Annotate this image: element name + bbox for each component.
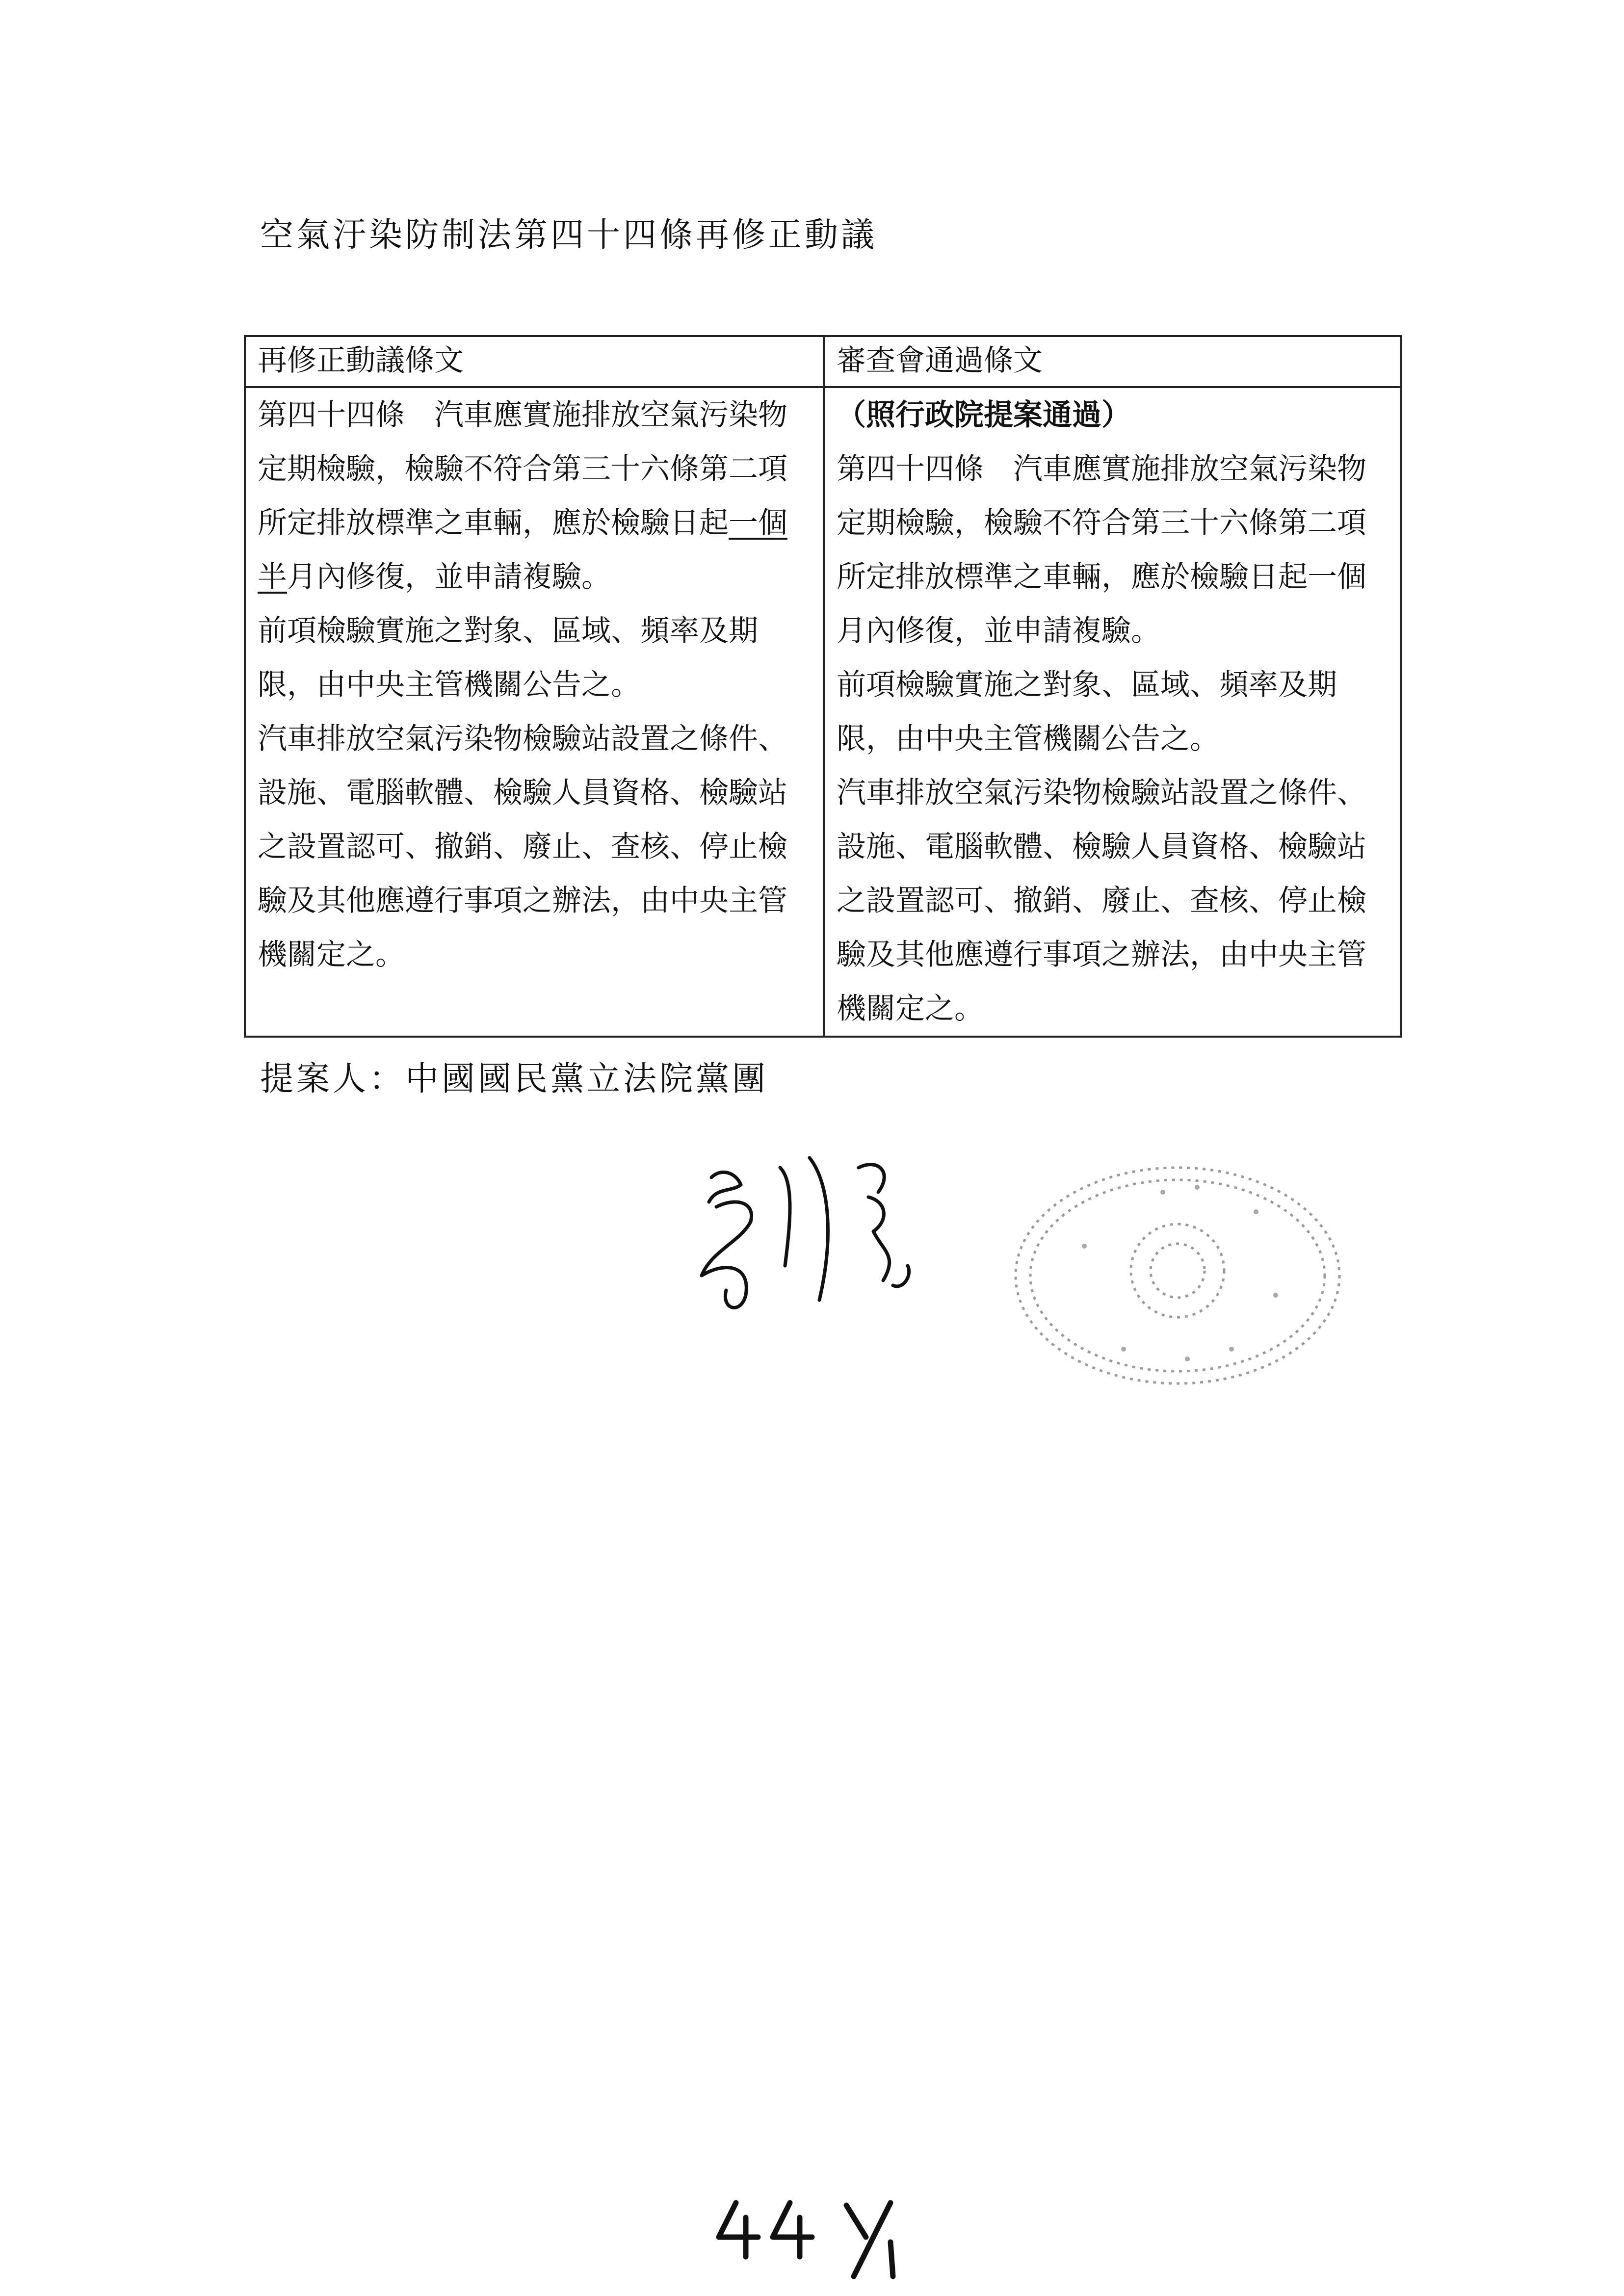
paragraph-2: 前項檢驗實施之對象、區域、頻率及期限，由中央主管機關公告之。 <box>837 668 1337 756</box>
table-row <box>245 387 1401 1037</box>
table-header-row <box>245 336 1401 387</box>
revised-motion-text <box>245 387 824 1037</box>
paragraph-1: 第四十四條 汽車應實施排放空氣污染物定期檢驗，檢驗不符合第三十六條第二項所定排放標準之車輛，應於檢驗日起一個月內修復，並申請複驗。 <box>837 452 1366 648</box>
comparison-table <box>244 335 1402 1038</box>
passed-note: （照行政院提案通過） <box>837 398 1131 432</box>
paragraph-3: 汽車排放空氣污染物檢驗站設置之條件、設施、電腦軟體、檢驗人員資格、檢驗站之設置認可、撤銷、廢止、查核、停止檢驗及其他應遵行事項之辦法，由中央主管機關定之。 <box>258 722 787 972</box>
committee-passed-text <box>824 387 1401 1037</box>
party-seal-stamp <box>1001 1148 1354 1403</box>
header-committee-passed: 審查會通過條文 <box>824 336 1401 387</box>
handwritten-signature <box>682 1138 957 1334</box>
paragraph-2: 前項檢驗實施之對象、區域、頻率及期限，由中央主管機關公告之。 <box>258 614 758 702</box>
paragraph-1: 第四十四條 汽車應實施排放空氣污染物定期檢驗，檢驗不符合第三十六條第二項所定排放標準之車輛，應於檢驗日起一個半月內修復，並申請複驗。 <box>258 398 787 594</box>
proposer-line: 提案人：中國國民黨立法院黨團 <box>260 1060 769 1098</box>
handwritten-page-number <box>707 2188 922 2281</box>
document-title: 空氣汙染防制法第四十四條再修正動議 <box>260 216 878 255</box>
underlined-amendment: 一個半 <box>258 506 787 594</box>
header-revised-motion: 再修正動議條文 <box>245 336 824 387</box>
paragraph-3: 汽車排放空氣污染物檢驗站設置之條件、設施、電腦軟體、檢驗人員資格、檢驗站之設置認可、撤銷、廢止、查核、停止檢驗及其他應遵行事項之辦法，由中央主管機關定之。 <box>837 776 1366 1026</box>
